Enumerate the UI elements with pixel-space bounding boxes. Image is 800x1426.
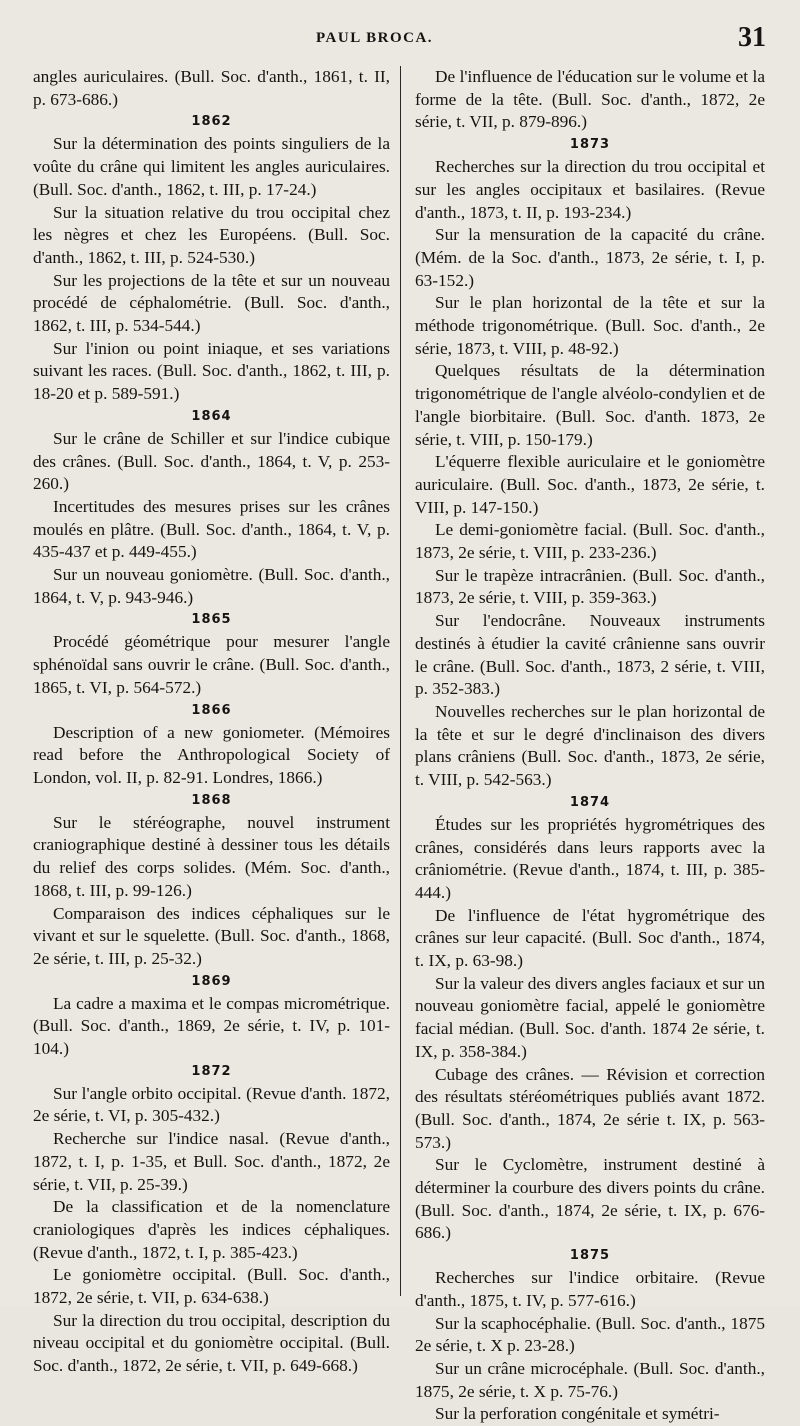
bibliography-entry: Sur la valeur des divers angles faciaux et sur un nouveau goniomètre facial, appelé le goniomètre facial médian. (Bull. Soc. d'anth. 1874 2e série, t. IX, p. 358-384.) [415,973,765,1061]
bibliography-entry: Sur l'endocrâne. Nouveaux instruments destinés à étudier la cavité crânienne sans ouvrir le crâne. (Bull. Soc. d'anth., 1873, 2 série, t. VIII, p. 352-383.) [415,611,765,699]
bibliography-entry: Description of a new goniometer. (Mémoires read before the Anthropological Society of London, vol. II, p. 82-91. Londres, 1866.) [33,722,390,787]
year-heading: 1869 [191,973,232,989]
bibliography-entry: Sur l'angle orbito occipital. (Revue d'anth. 1872, 2e série, t. VI, p. 305-432.) [33,1083,390,1126]
bibliography-entry: Sur la détermination des points singuliers de la voûte du crâne qui limitent les angles auriculaires. (Bull. Soc. d'anth., 1862, t. III, p. 17-24.) [33,134,390,199]
right-column [415,66,765,1424]
page-header [0,22,800,62]
bibliography-entry: Sur l'inion ou point iniaque, et ses variations suivant les races. (Bull. Soc. d'anth., 1862, t. III, p. 18-20 et p. 589-591.) [33,338,390,404]
page-number: 31 [738,22,766,53]
year-heading: 1862 [191,114,232,130]
bibliography-entry: Sur la mensuration de la capacité du crâne. (Mém. de la Soc. d'anth., 1873, 2e série, t. I, p. 63-152.) [415,225,765,290]
bibliography-entry: Le demi-goniomètre facial. (Bull. Soc. d'anth., 1873, 2e série, t. VIII, p. 233-236.) [415,520,765,563]
bibliography-entry: Comparaison des indices céphaliques sur le vivant et sur le squelette. (Bull. Soc. d'anth., 1868, 2e série, t. III, p. 25-32.) [33,903,390,968]
year-heading: 1875 [569,1248,611,1264]
bibliography-entry: Sur le stéréographe, nouvel instrument craniographique destiné à dessiner tous les détails du relief des corps solides. (Mém. Soc. d'anth., 1868, t. III, p. 99-126.) [33,812,390,900]
running-head: PAUL BROCA. [316,30,434,46]
bibliography-entry: Nouvelles recherches sur le plan horizontal de la tête et sur le degré d'inclinaison des divers plans crâniens (Bull. Soc. d'anth., 1873, 2e série, t. VIII, p. 542-563.) [415,701,765,790]
bibliography-entry: Sur un nouveau goniomètre. (Bull. Soc. d'anth., 1864, t. V, p. 943-946.) [33,565,390,607]
bibliography-entry: Recherche sur l'indice nasal. (Revue d'anth., 1872, t. I, p. 1-35, et Bull. Soc. d'anth., 1872, 2e série, t. VII, p. 25-39.) [33,1129,390,1194]
year-heading: 1874 [569,794,611,810]
bibliography-entry: Recherches sur l'indice orbitaire. (Revue d'anth., 1875, t. IV, p. 577-616.) [415,1268,765,1310]
bibliography-entry: Le goniomètre occipital. (Bull. Soc. d'anth., 1872, 2e série, t. VII, p. 634-638.) [33,1265,390,1308]
bibliography-entry: angles auriculaires. (Bull. Soc. d'anth., 1861, t. II, p. 673-686.) [33,67,390,109]
bibliography-entry: Sur la direction du trou occipital, description du niveau occipital et du goniomètre occipital. (Bull. Soc. d'anth., 1872, 2e série, t. VII, p. 649-668.) [33,1310,390,1376]
year-heading: 1864 [191,408,232,424]
bibliography-entry: Sur le trapèze intracrânien. (Bull. Soc. d'anth., 1873, 2e série, t. VIII, p. 359-363.) [415,565,765,608]
year-heading: 1873 [569,137,611,153]
bibliography-entry: Sur un crâne microcéphale. (Bull. Soc. d'anth., 1875, 2e série, t. X p. 75-76.) [415,1358,765,1401]
bibliography-entry: La cadre a maxima et le compas micrométrique. (Bull. Soc. d'anth., 1869, 2e série, t. IV, p. 101-104.) [33,993,390,1059]
bibliography-entry: Sur la perforation congénitale et symétri- [435,1404,720,1424]
year-heading: 1865 [191,612,232,628]
column-divider [400,66,401,1296]
year-heading: 1866 [191,702,232,718]
bibliography-entry: Études sur les propriétés hygrométriques des crânes, considérés dans leurs rapports avec la crâniométrie. (Revue d'anth., 1874, t. III, p. 385-444.) [415,814,765,902]
bibliography-entry: Sur le Cyclomètre, instrument destiné à déterminer la courbure des divers points du crâne. (Bull. Soc. d'anth., 1874, 2e série, t. IX, p. 676-686.) [415,1155,765,1243]
left-column [33,66,390,1376]
bibliography-entry: Sur la scaphocéphalie. (Bull. Soc. d'anth., 1875 2e série, t. X p. 23-28.) [415,1313,765,1356]
bibliography-entry: Quelques résultats de la détermination trigonométrique de l'angle alvéolo-condylien et de l'angle biorbitaire. (Bull. Soc. d'anth. 1873, 2e série, t. VIII, p. 150-179.) [415,361,765,449]
bibliography-entry: Sur les projections de la tête et sur un nouveau procédé de céphalométrie. (Bull. Soc. d'anth., 1862, t. III, p. 534-544.) [33,270,390,336]
bibliography-entry: Recherches sur la direction du trou occipital et sur les angles occipitaux et basilaires. (Revue d'anth., 1873, t. II, p. 193-234.) [415,157,765,222]
bibliography-entry: L'équerre flexible auriculaire et le goniomètre auriculaire. (Bull. Soc. d'anth., 1873, 2e série, t. VIII, p. 147-150.) [415,452,765,517]
bibliography-entry: Sur le plan horizontal de la tête et sur la méthode trigonométrique. (Bull. Soc. d'anth., 2e série, 1873, t. VIII, p. 48-92.) [415,293,765,358]
bibliography-entry: Sur le crâne de Schiller et sur l'indice cubique des crânes. (Bull. Soc. d'anth., 1864, t. V, p. 253-260.) [33,428,390,494]
year-heading: 1868 [191,792,232,808]
bibliography-entry: Procédé géométrique pour mesurer l'angle sphénoïdal sans ouvrir le crâne. (Bull. Soc. d'anth., 1865, t. VI, p. 564-572.) [33,632,390,697]
bibliography-entry: De la classification et de la nomenclature craniologiques d'après les indices céphaliques. (Revue d'anth., 1872, t. I, p. 385-423.) [33,1197,390,1262]
bibliography-entry: Sur la situation relative du trou occipital chez les nègres et chez les Européens. (Bull. Soc. d'anth., 1862, t. III, p. 524-530.) [33,202,390,267]
bibliography-entry: Incertitudes des mesures prises sur les crânes moulés en plâtre. (Bull. Soc. d'anth., 1864, t. V, p. 435-437 et p. 449-455.) [33,496,390,562]
bibliography-entry: De l'influence de l'état hygrométrique des crânes sur leur capacité. (Bull. Soc d'anth., 1874, t. IX, p. 63-98.) [415,905,765,971]
year-heading: 1872 [191,1063,232,1079]
bibliography-entry: De l'influence de l'éducation sur le volume et la forme de la tête. (Bull. Soc. d'anth., 1872, 2e série, t. VII, p. 879-896.) [415,67,765,132]
bibliography-entry: Cubage des crânes. — Révision et correction des résultats stéréométriques publiés avant 1872. (Bull. Soc. d'anth., 1874, 2e série t. IX, p. 563-573.) [415,1064,765,1152]
